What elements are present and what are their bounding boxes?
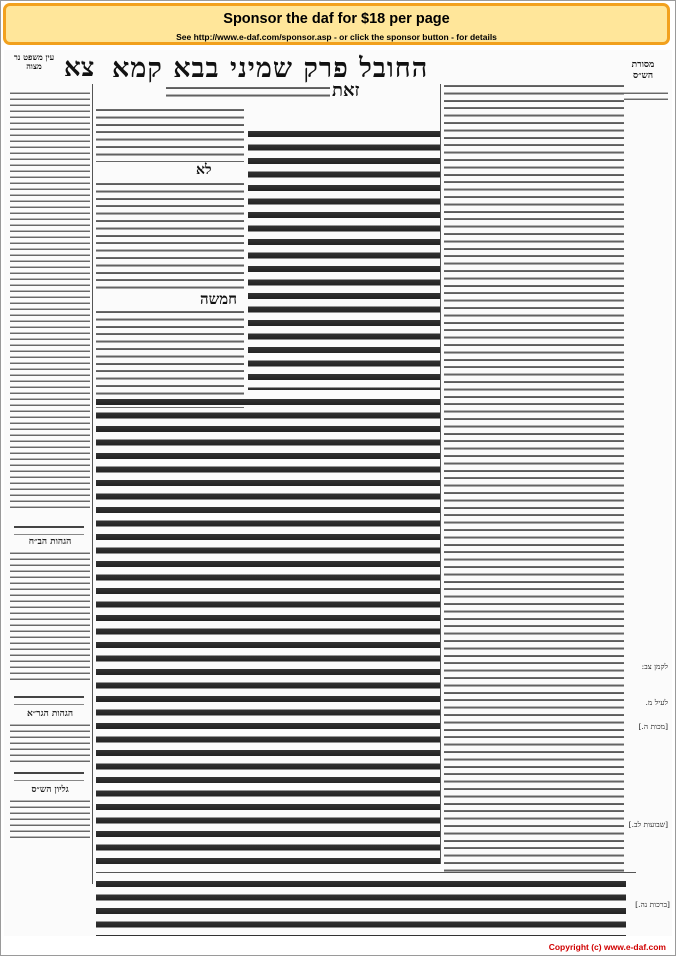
hagahot-hagra-title: הגהות הגר״א — [26, 709, 73, 719]
ornament-2 — [14, 696, 84, 705]
talmud-page-scan — [4, 50, 672, 936]
column-divider-left — [92, 84, 93, 884]
bold-heading-chamisha: חמשה — [200, 290, 238, 308]
column-divider-right — [440, 84, 441, 864]
ein-mishpat-header: עין משפט נר מצוה — [13, 52, 55, 71]
masoret-hashas-header: מסורת הש״ס — [631, 60, 655, 81]
hagahot-habach-title: הגהות הב״ח — [28, 537, 72, 547]
hagahot-habach-text — [10, 550, 90, 680]
ornament-3 — [14, 772, 84, 781]
folio-number: צא — [64, 53, 95, 83]
copyright-notice: Copyright (c) www.e-daf.com — [548, 942, 666, 952]
sponsor-subtitle[interactable]: See http://www.e-daf.com/sponsor.asp - or click the sponsor button - for details — [176, 32, 497, 42]
gilyon-hashas-text — [10, 798, 90, 842]
gilyon-hashas-title: גליון הש״ס — [31, 785, 69, 795]
rashi-commentary — [444, 82, 624, 872]
ornament-1 — [14, 526, 84, 535]
tosafot-top — [96, 106, 244, 162]
gemara-text-lower — [96, 396, 440, 866]
margin-note-4: [מכות ה.] — [638, 722, 668, 731]
margin-notes-top — [624, 90, 668, 100]
bold-heading-lo: לא — [196, 162, 212, 178]
opening-word: זאת — [332, 80, 360, 101]
chapter-title: החובל פרק שמיני בבא קמא — [112, 53, 429, 84]
tosafot-lower — [96, 308, 244, 408]
tosafot-upper-strip — [166, 84, 330, 102]
hagahot-hagra-text — [10, 722, 90, 762]
margin-note-2: לעיל מ. — [645, 698, 668, 707]
bottom-divider — [96, 872, 636, 873]
margin-note-1: לקמן צב: — [641, 662, 668, 671]
sponsor-banner[interactable] — [3, 3, 670, 45]
gemara-text-bottom — [96, 878, 626, 936]
ein-mishpat-notes — [10, 90, 90, 510]
margin-note-5: [ברכות נה.] — [635, 900, 670, 909]
sponsor-title[interactable]: Sponsor the daf for $18 per page — [223, 11, 450, 27]
tosafot-middle — [96, 180, 244, 290]
margin-note-3: [שבועות לב.] — [628, 820, 668, 829]
gemara-text-upper — [248, 128, 440, 390]
